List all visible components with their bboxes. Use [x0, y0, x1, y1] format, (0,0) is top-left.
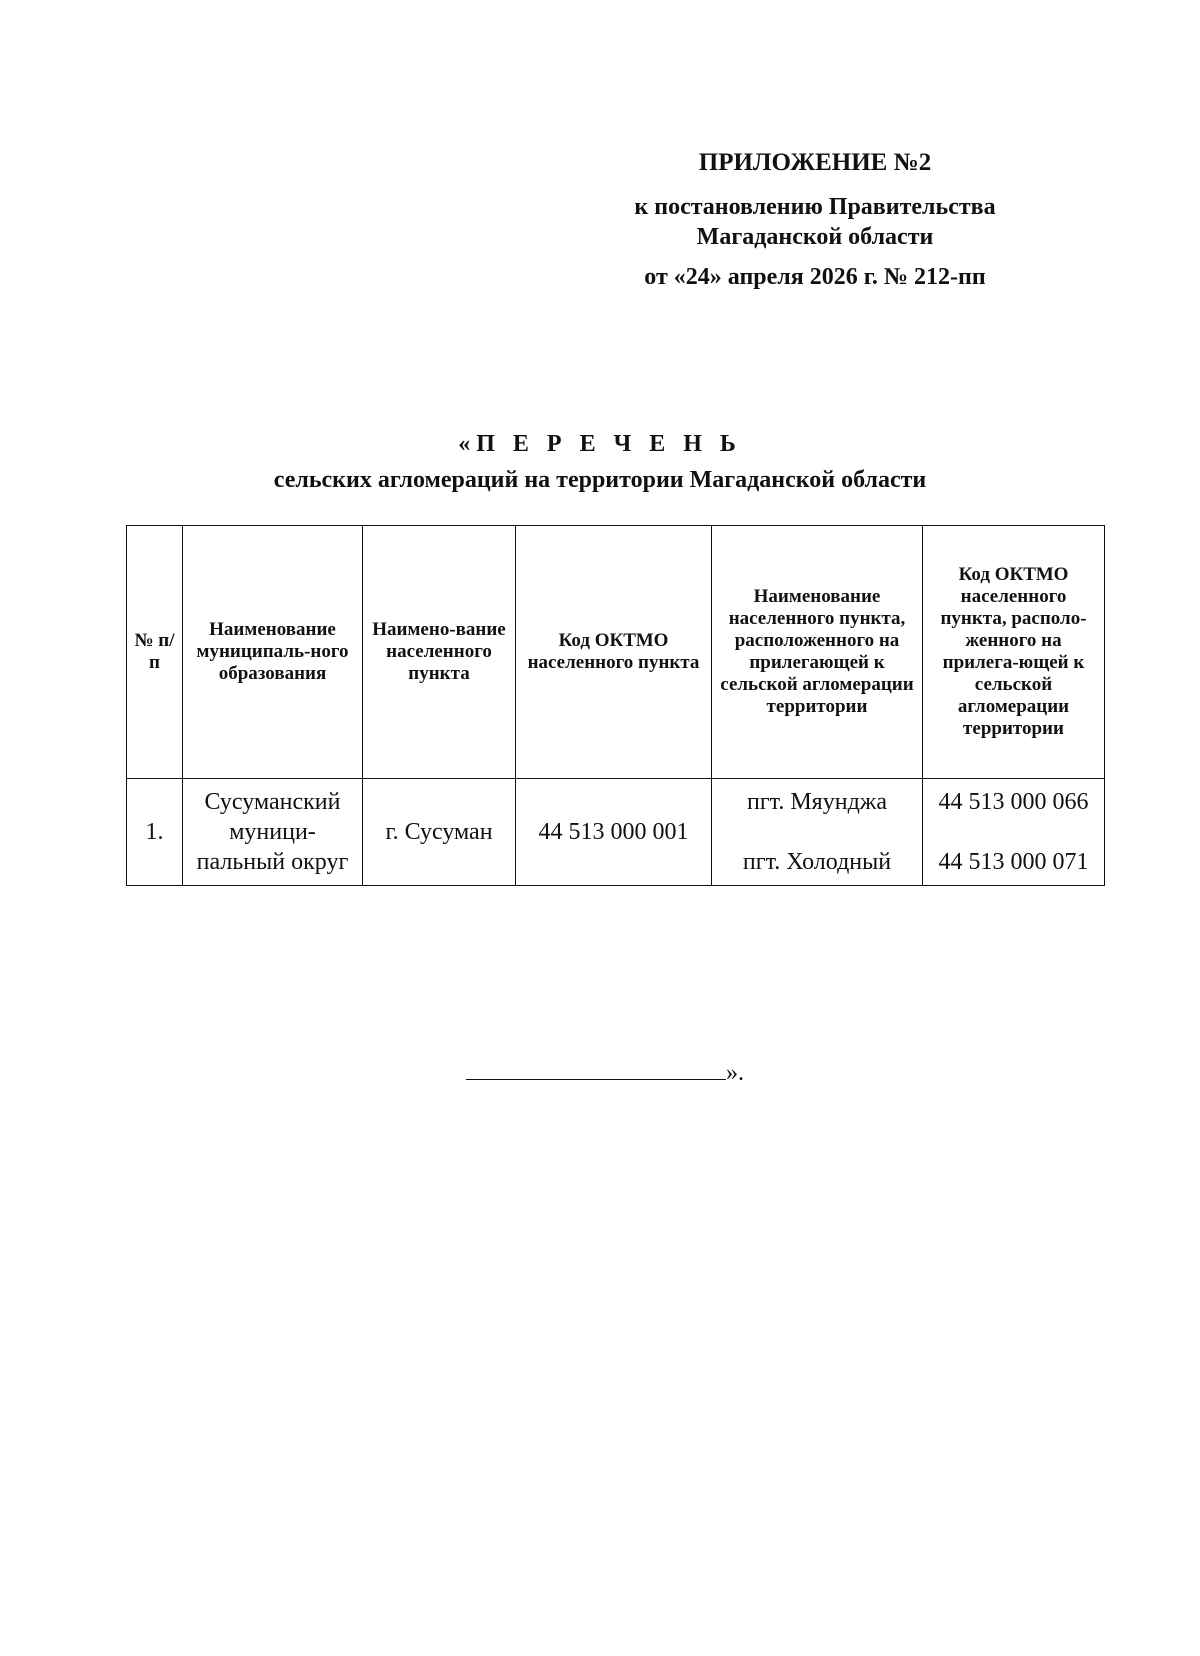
- adjacent-settlement-oktmo: 44 513 000 071: [938, 849, 1089, 875]
- appendix-header: [560, 148, 1070, 292]
- cell-oktmo: 44 513 000 001: [516, 779, 712, 886]
- cell-number: 1.: [127, 779, 183, 886]
- cell-adjacent-oktmo: [923, 779, 1105, 886]
- document-subtitle: сельских агломераций на территории Магаданской области: [273, 467, 927, 493]
- header-number: № п/п: [127, 526, 183, 779]
- document-title-main: «П Е Р Е Ч Е Н Ь: [458, 431, 742, 457]
- header-adjacent-settlement: Наименование населенного пункта, расположенного на прилегающей к сельской агломерации территории: [712, 526, 923, 779]
- cell-municipality: Сусуманский муници-пальный округ: [183, 779, 363, 886]
- cell-settlement: г. Сусуман: [363, 779, 516, 886]
- adjacent-settlement-oktmo: 44 513 000 066: [938, 789, 1089, 815]
- header-adjacent-oktmo: Код ОКТМО населенного пункта, располо-женного на прилега-ющей к сельской агломерации территории: [923, 526, 1105, 779]
- document-title: [0, 426, 1200, 498]
- table-header-row: [127, 526, 1105, 779]
- appendix-heading: ПРИЛОЖЕНИЕ №2: [698, 149, 932, 176]
- appendix-date-line: от «24» апреля 2026 г. № 212-пп: [644, 264, 986, 290]
- adjacent-settlement-name: пгт. Мяунджа: [746, 789, 888, 815]
- agglomeration-table: [126, 525, 1105, 886]
- adjacent-settlement-name: пгт. Холодный: [742, 849, 892, 875]
- cell-adjacent-settlements: [712, 779, 923, 886]
- closing-line: [466, 1058, 744, 1088]
- closing-rule: [466, 1061, 726, 1080]
- table-row: [127, 779, 1105, 886]
- header-municipality: Наименование муниципаль-ного образования: [183, 526, 363, 779]
- header-oktmo: Код ОКТМО населенного пункта: [516, 526, 712, 779]
- header-settlement: Наимено-вание населенного пункта: [363, 526, 516, 779]
- appendix-reference-line-2: Магаданской области: [696, 224, 934, 250]
- closing-mark: ».: [726, 1060, 744, 1086]
- appendix-reference-line-1: к постановлению Правительства: [634, 194, 996, 220]
